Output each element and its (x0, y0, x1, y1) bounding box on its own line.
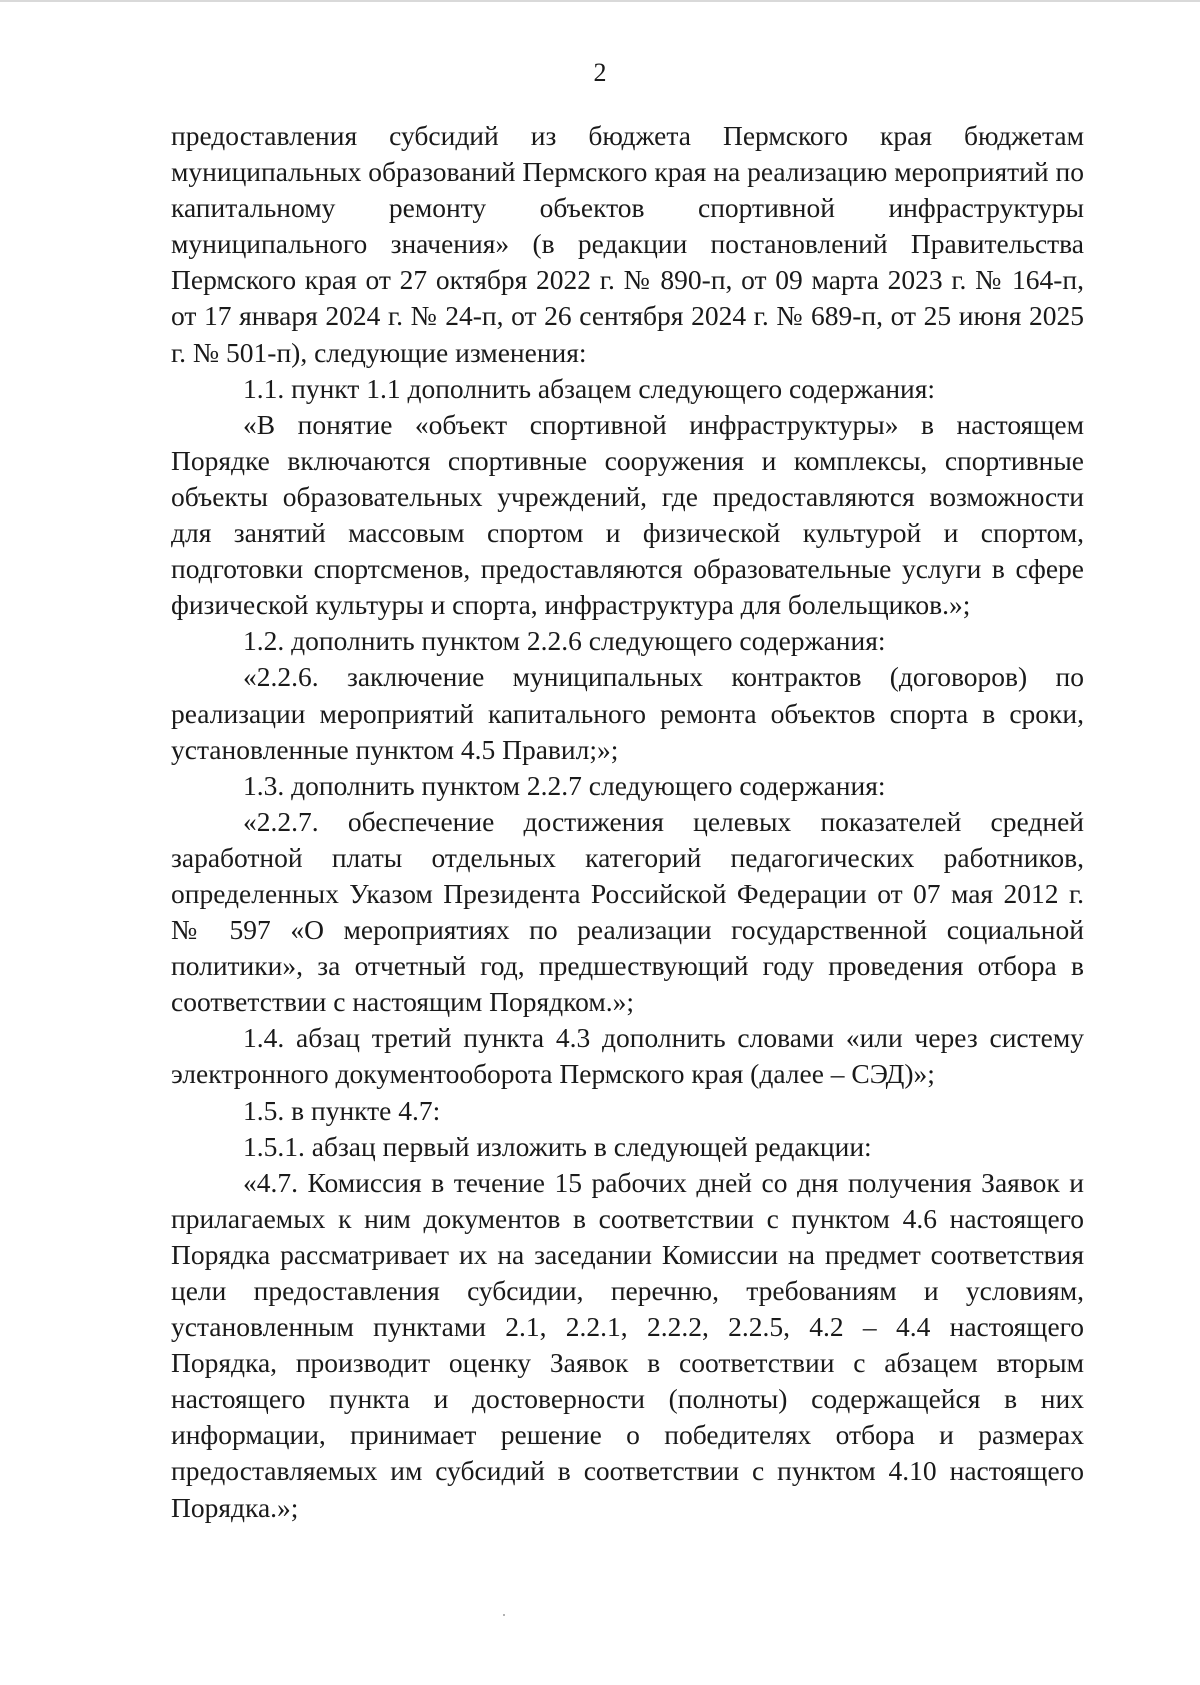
paragraph-item-1-5: 1.5. в пункте 4.7: (243, 1094, 441, 1126)
paragraph-quote-4-7: «4.7. Комиссия в течение 15 рабочих дней со дня получения Заявок и прилагаемых к ним документов в соответствии с пунктом 4.6 настоящего Порядка рассматривает их на заседании Комиссии на предмет соответствия цели предоставления субсидии, перечню, требованиям и условиям, установленным пунктами 2.1, 2.2.1, 2.2.2, 2.2.5, 4.2 – 4.4 настоящего Порядка, производит оценку Заявок в соответствии с абзацем вторым настоящего пункта и достоверности (полноты) содержащейся в них информации, принимает решение о победителях отбора и размерах предоставляемых им субсидий в соответствии с пунктом 4.10 настоящего Порядка.»; (171, 1166, 1084, 1523)
paragraph-item-1-5-1: 1.5.1. абзац первый изложить в следующей редакции: (243, 1130, 872, 1162)
paragraph-item-1-4: 1.4. абзац третий пункта 4.3 дополнить словами «или через систему электронного документооборота Пермского края (далее – СЭД)»; (171, 1022, 1084, 1090)
paragraph-quote-2-2-6: «2.2.6. заключение муниципальных контрактов (договоров) по реализации мероприятий капитального ремонта объектов спорта в сроки, установленные пунктом 4.5 Правил;»; (171, 661, 1084, 765)
page-number: 2 (593, 58, 607, 87)
paragraph-quote-1-1: «В понятие «объект спортивной инфраструктуры» в настоящем Порядке включаются спортивные сооружения и комплексы, спортивные объекты образовательных учреждений, где предоставляются возможности для занятий массовым спортом и физической культурой и спортом, подготовки спортсменов, предоставляются образовательные услуги в сфере физической культуры и спорта, инфраструктура для болельщиков.»; (171, 408, 1084, 621)
paragraph-quote-2-2-7: «2.2.7. обеспечение достижения целевых показателей средней заработной платы отдельных категорий педагогических работников, определенных Указом Президента Российской Федерации от 07 мая 2012 г. № 597 «О мероприятиях по реализации государственной социальной политики», за отчетный год, предшествующий году проведения отбора в соответствии с настоящим Порядком.»; (171, 805, 1084, 1018)
paragraph-item-1-1: 1.1. пункт 1.1 дополнить абзацем следующего содержания: (243, 372, 936, 404)
paragraph-item-1-3: 1.3. дополнить пунктом 2.2.7 следующего содержания: (243, 769, 886, 801)
paragraph-item-1-2: 1.2. дополнить пунктом 2.2.6 следующего содержания: (243, 625, 886, 657)
scan-speck (503, 1614, 505, 1616)
scan-edge-line (0, 0, 1200, 2)
paragraph-continuation: предоставления субсидий из бюджета Пермского края бюджетам муниципальных образований Пермского края на реализацию мероприятий по капитальному ремонту объектов спортивной инфраструктуры муниципального значения» (в редакции постановлений Правительства Пермского края от 27 октября 2022 г. № 890-п, от 09 марта 2023 г. № 164-п, от 17 января 2024 г. № 24-п, от 26 сентября 2024 г. № 689-п, от 25 июня 2025 г. № 501-п), следующие изменения: (171, 120, 1084, 368)
document-body (171, 118, 1084, 1526)
